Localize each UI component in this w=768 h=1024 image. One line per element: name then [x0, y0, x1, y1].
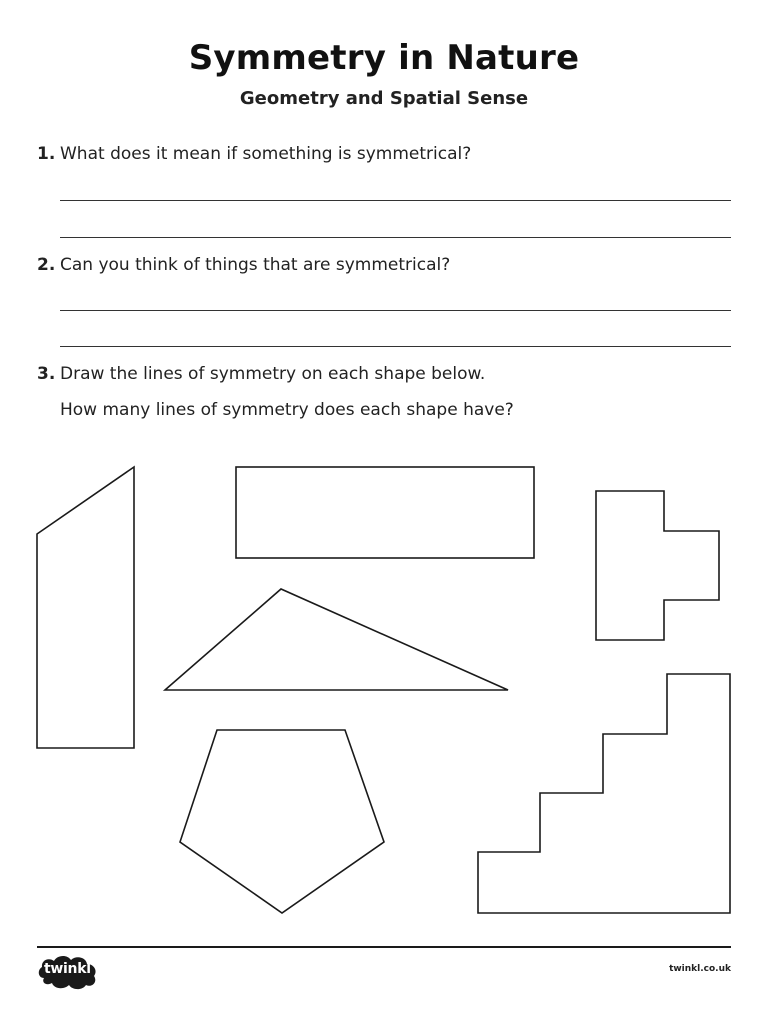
triangle-shape[interactable] [165, 589, 508, 690]
footer-divider [37, 946, 731, 948]
question-3-followup: How many lines of symmetry does each shape have? [60, 400, 514, 420]
question-1-number: 1. [37, 144, 56, 164]
question-2-number: 2. [37, 255, 56, 275]
question-2-text: Can you think of things that are symmetrical? [60, 255, 451, 275]
footer-website: twinkl.co.uk [669, 964, 731, 974]
logo-wordmark: twinkl [44, 961, 91, 977]
trapezoid-shape[interactable] [37, 467, 134, 748]
page-title: Symmetry in Nature [188, 38, 580, 78]
question-1-text: What does it mean if something is symmetrical? [60, 144, 472, 164]
t-shape[interactable] [596, 491, 719, 640]
question-3-text: Draw the lines of symmetry on each shape below. [60, 364, 486, 384]
staircase-shape[interactable] [478, 674, 730, 913]
rectangle-shape[interactable] [236, 467, 534, 558]
page-subtitle: Geometry and Spatial Sense [239, 88, 529, 109]
question-3-number: 3. [37, 364, 56, 384]
pentagon-shape[interactable] [180, 730, 384, 913]
